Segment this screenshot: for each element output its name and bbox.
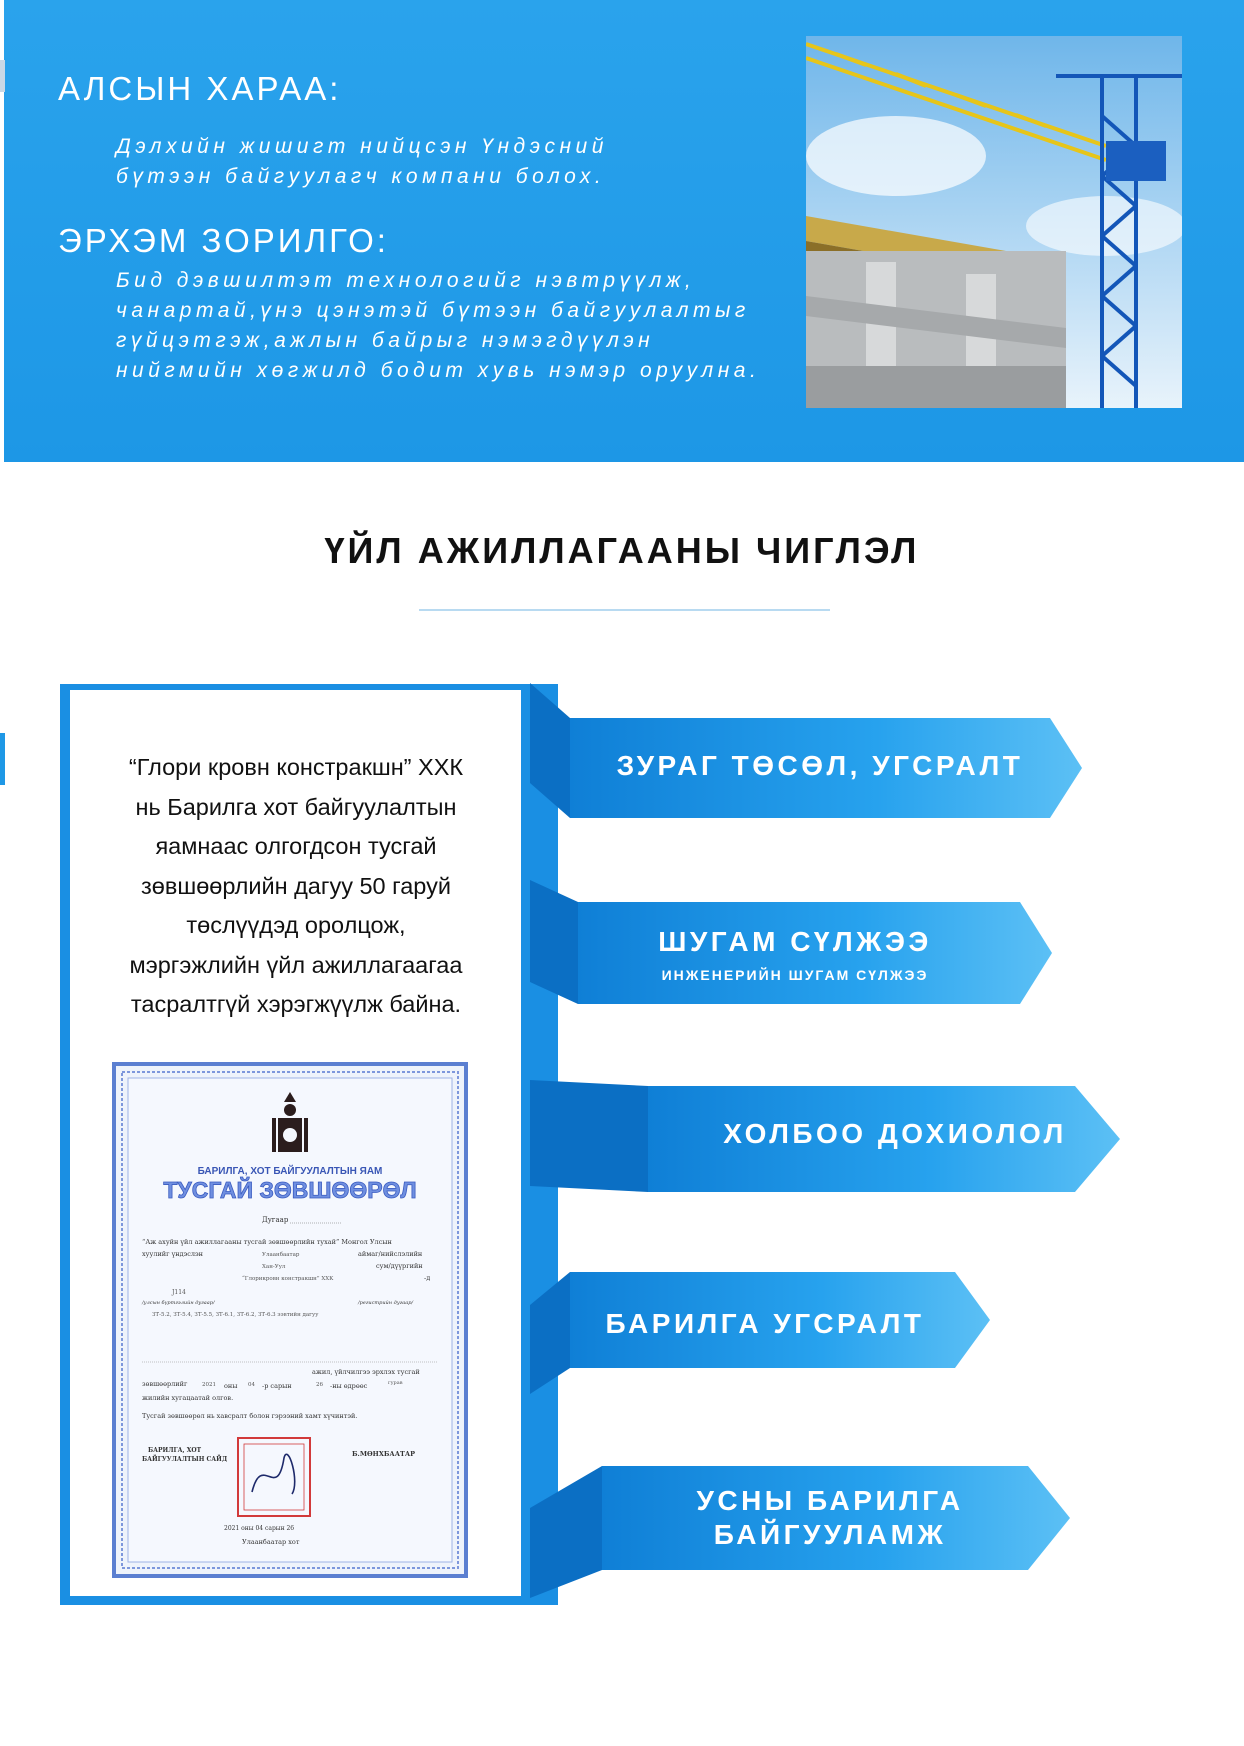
activity-item-label: БАРИЛГА УГСРАЛТ [605,1308,925,1339]
intro-line: мэргэжлийн үйл ажиллагаагаа [129,951,463,978]
edge-marker [0,60,5,92]
cert-footer-city: Улаанбаатар хот [242,1538,300,1546]
cert-scope-line: зөвшөөрлийг [142,1380,188,1388]
cert-codes: ЗТ-5.2, ЗТ-5.4, ЗТ-5.5, ЗТ-6.1, ЗТ-6.2, ЗТ-6.3 ээвтийн дагуу [152,1312,319,1318]
cert-company-suffix: -д [424,1274,431,1282]
cert-reg-label: /улсын бүртгэлийн дугаар/ [142,1300,215,1306]
activity-item-label: ШУГАМ СҮЛЖЭЭ [658,926,932,957]
cert-district-label: сум/дүүргийн [376,1262,423,1270]
page-title: ҮЙЛ АЖИЛЛАГААНЫ ЧИГЛЭЛ [324,530,920,571]
cert-title: ТУСГАЙ ЗӨВШӨӨРӨЛ [163,1177,417,1203]
mission-line: нийгмийн хөгжилд бодит хувь нэмэр оруулна. [116,359,761,382]
cert-signer-title: БАРИЛГА, ХОТ [148,1447,202,1454]
activity-item-label: ЗУРАГ ТӨСӨЛ, УГСРАЛТ [616,750,1024,781]
license-certificate [112,1062,468,1578]
cert-day: 26 [316,1382,323,1388]
cert-year: 2021 [202,1382,216,1388]
cert-number-label: Дугаар [262,1216,289,1224]
edge-marker [0,733,5,785]
construction-photo [806,36,1182,408]
intro-line: төслүүдэд оролцож, [186,912,406,938]
intro-text [90,748,502,1025]
cert-day-label: -ны өдрөөс [330,1382,368,1390]
cert-district: Хан-Уул [262,1264,286,1270]
cert-term-line: жилийн хугацаатай олгов. [142,1394,234,1402]
vision-line: бүтээн байгуулагч компани болох. [116,165,606,188]
cert-footer-date: 2021 оны 04 сарын 26 [224,1525,295,1532]
cert-province-label: аймаг/нийслэлийн [358,1250,423,1258]
cert-law-line: “Аж ахуйн үйл ажиллагааны тусгай зөвшөөрлийн тухай” Монгол Улсын [142,1238,392,1246]
cert-city: Улаанбаатар [262,1252,300,1258]
vision-text [116,132,608,192]
mission-heading: ЭРХЭМ ЗОРИЛГО: [58,222,389,259]
activity-item-label [630,1484,1030,1552]
cert-scope-line: ажил, үйлчилгээ эрхлэх тусгай [312,1368,420,1376]
cert-reg-label: /регистрийн дугаар/ [358,1300,414,1306]
mission-line: чанартай,үнэ цэнэтэй бүтээн байгуулалтыг [116,299,750,322]
intro-line: яамнаас олгогдсон тусгай [155,833,437,859]
cert-month-label: -р сарын [262,1382,292,1390]
title-divider [419,609,830,611]
intro-line: тасралтгүй хэрэгжүүлж байна. [130,991,462,1017]
activity-item-label: ХОЛБОО ДОХИОЛОЛ [723,1118,1067,1149]
cert-ministry: БАРИЛГА, ХОТ БАЙГУУЛАЛТЫН ЯАМ [197,1166,383,1177]
cert-month: 04 [248,1382,255,1388]
cert-company: “Глорикровн констракшн” ХХК [242,1276,334,1282]
cert-term: гурав [388,1380,403,1386]
cert-year-label: оны [224,1382,238,1390]
intro-line: “Глори кровн констракшн” ХХК [128,754,464,780]
cert-validity: Тусгай зөвшөөрөл нь хавсралт болон гэрээний хамт хүчинтэй. [142,1412,358,1420]
mission-text [116,266,760,386]
intro-line: нь Барилга хот байгуулалтын [135,793,457,820]
cert-signer-title: БАЙГУУЛАЛТЫН САЙД [142,1456,228,1463]
cert-reg-no: J114 [172,1289,186,1296]
intro-line: зөвшөөрлийн дагуу 50 гаруй [141,872,451,899]
activity-item-label-line: БАЙГУУЛАМЖ [713,1519,947,1550]
vision-heading: АЛСЫН ХАРАА: [58,70,342,107]
cert-signer-name: Б.МӨНХБААТАР [352,1450,416,1458]
cert-law-line: хуулийг үндэслэн [142,1250,203,1258]
mission-line: гүйцэтгэж,ажлын байрыг нэмэгдүүлэн [116,329,655,352]
activity-item-label-line: УСНЫ БАРИЛГА [696,1485,964,1516]
vision-line: Дэлхийн жишигт нийцсэн Үндэсний [116,135,608,158]
activity-item-sublabel: ИНЖЕНЕРИЙН ШУГАМ СҮЛЖЭЭ [661,967,929,983]
mission-line: Бид дэвшилтэт технологийг нэвтрүүлж, [116,269,696,292]
